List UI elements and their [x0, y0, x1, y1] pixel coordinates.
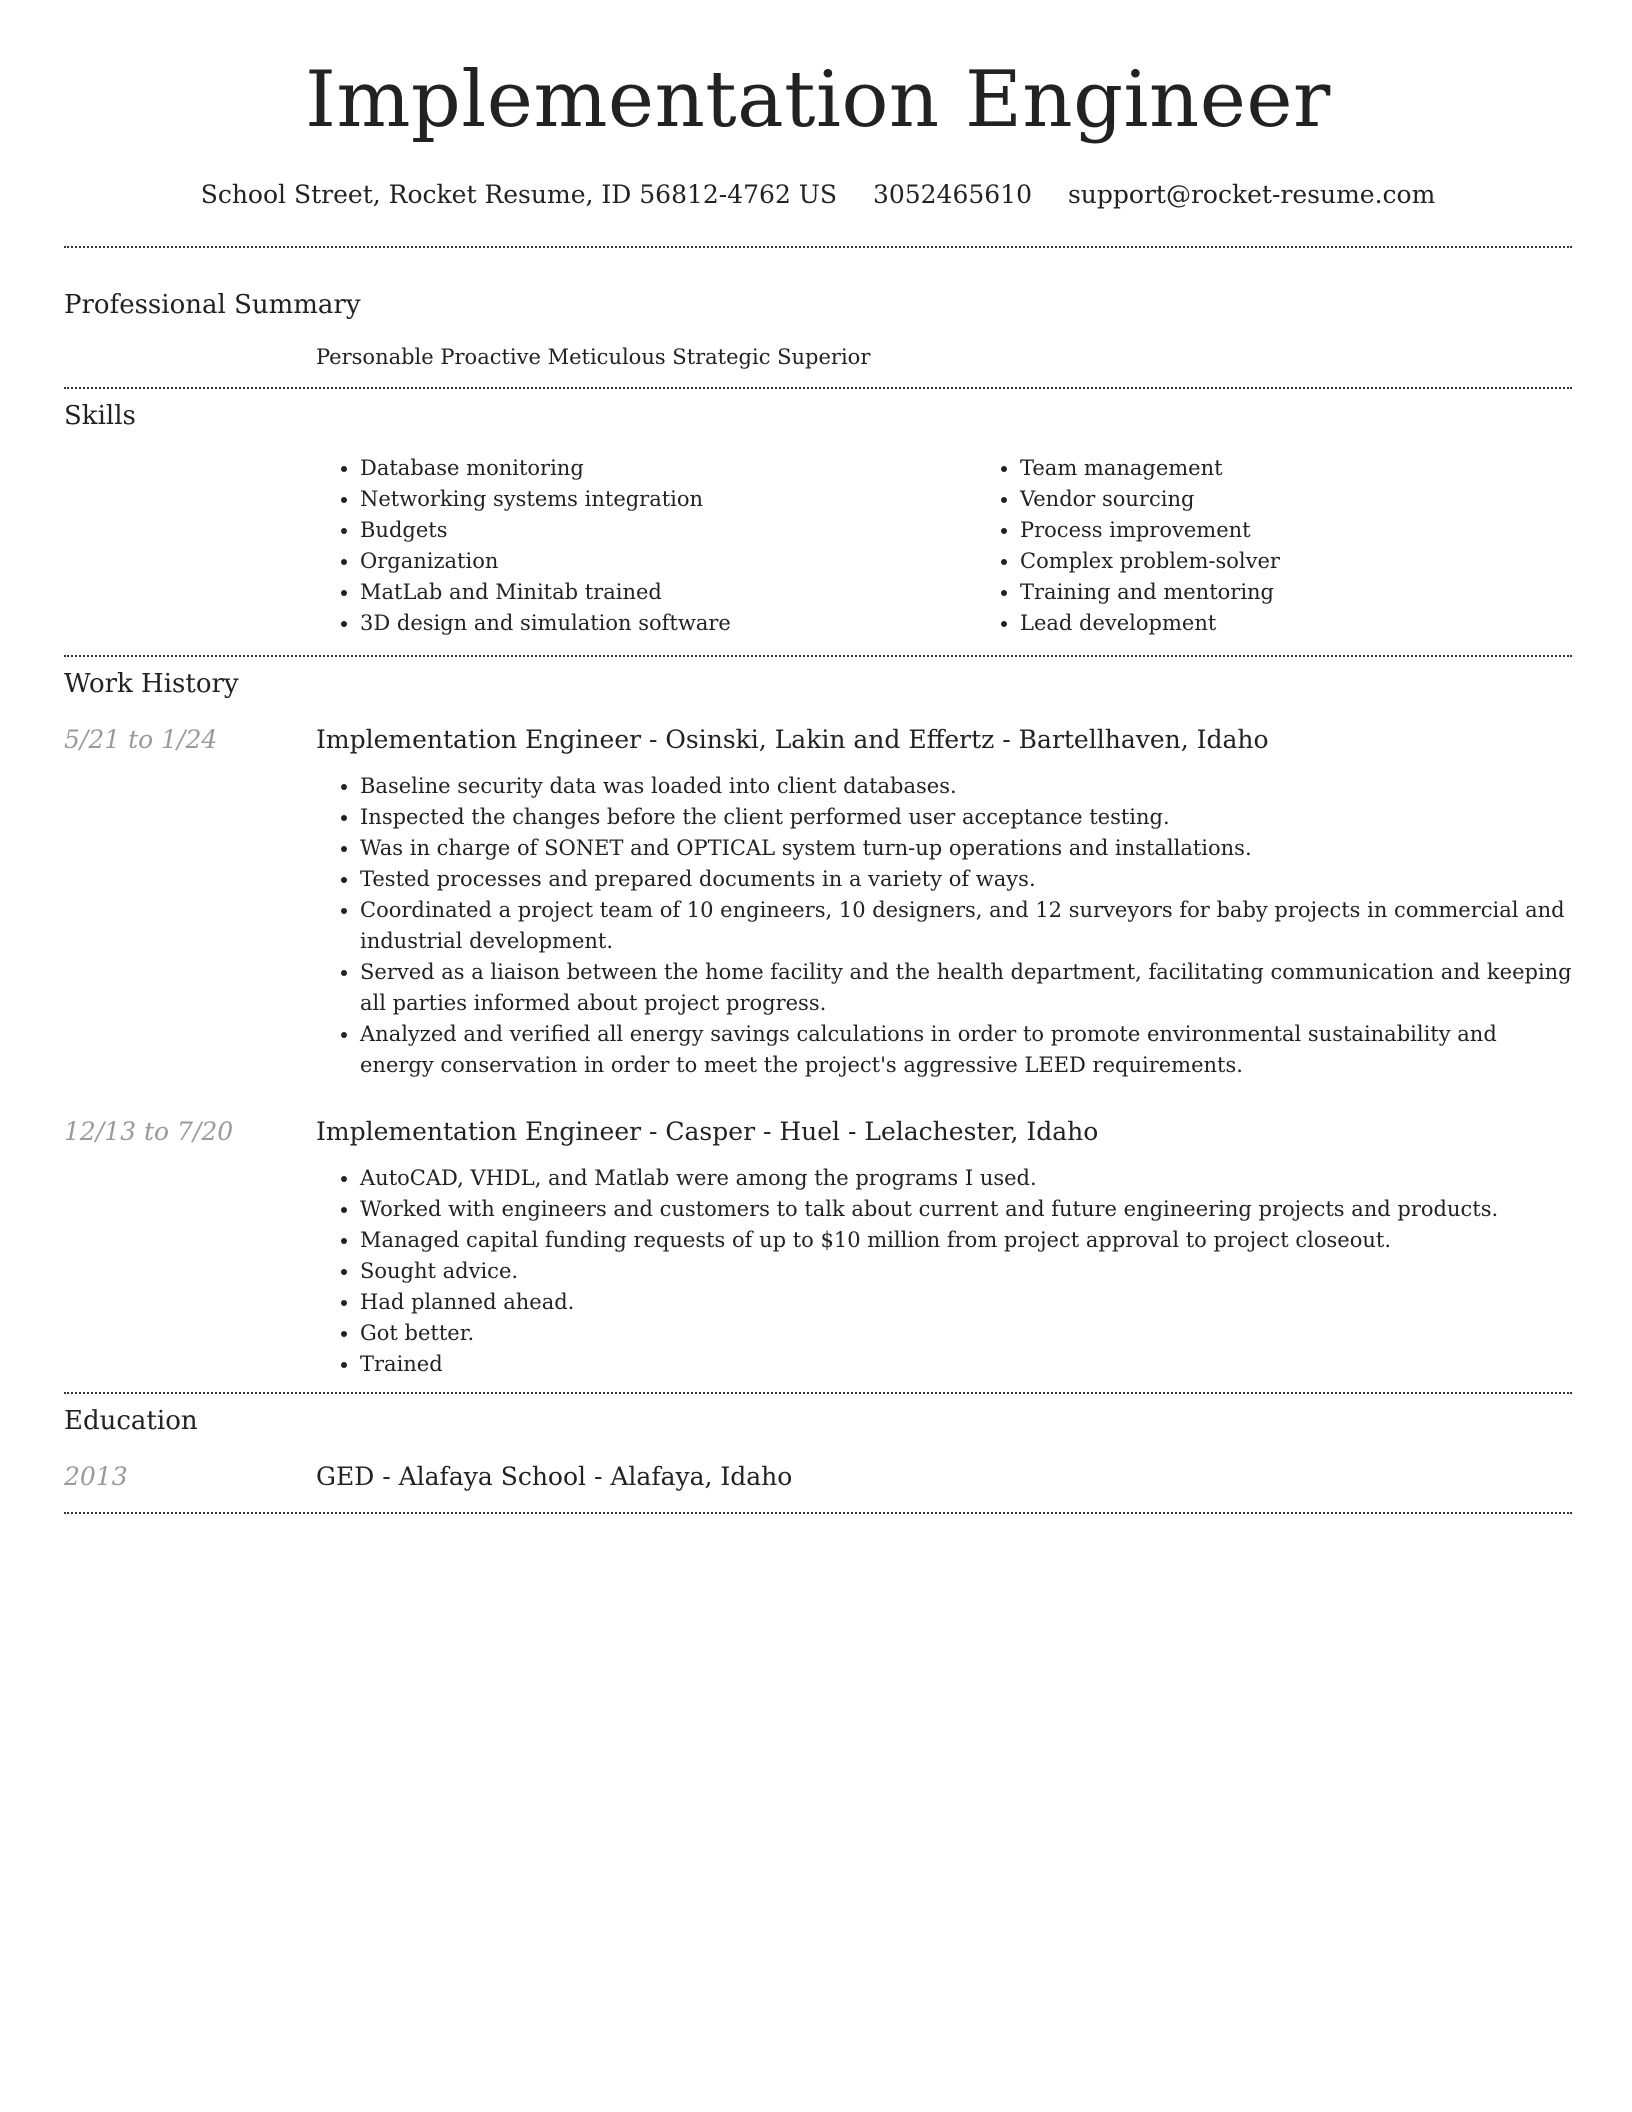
skill-item: • Lead development: [1020, 608, 1632, 639]
skills-list-right: [976, 453, 1632, 639]
summary-row: [64, 342, 1572, 373]
skill-item: • Complex problem-solver: [1020, 546, 1632, 577]
divider: [64, 1512, 1572, 1514]
job-bullet: • Coordinated a project team of 10 engineers, 10 designers, and 12 surveyors for baby projects in commercial and industrial development.: [360, 895, 1572, 957]
skills-row: [64, 453, 1572, 639]
job-bullet: • Baseline security data was loaded into client databases.: [360, 771, 1572, 802]
skill-item: • 3D design and simulation software: [360, 608, 976, 639]
skill-item: • Networking systems integration: [360, 484, 976, 515]
divider: [64, 1392, 1572, 1394]
job-dates: 12/13 to 7/20: [64, 1117, 234, 1146]
job-bullet: • Inspected the changes before the client performed user acceptance testing.: [360, 802, 1572, 833]
job-bullet: • Had planned ahead.: [360, 1287, 1572, 1318]
skill-item: • Process improvement: [1020, 515, 1632, 546]
skill-item: • Budgets: [360, 515, 976, 546]
work-heading: Work History: [64, 669, 239, 699]
job-bullet: • Managed capital funding requests of up to $10 million from project approval to project closeout.: [360, 1225, 1572, 1256]
job-bullets: [316, 771, 1572, 1081]
divider: [64, 387, 1572, 389]
divider: [64, 246, 1572, 248]
education-title: GED - Alafaya School - Alafaya, Idaho: [316, 1462, 793, 1491]
job-bullet: • Was in charge of SONET and OPTICAL system turn-up operations and installations.: [360, 833, 1572, 864]
skills-list-left: [316, 453, 976, 639]
job-dates: 5/21 to 1/24: [64, 725, 218, 754]
contact-email: support@rocket-resume.com: [1067, 180, 1436, 209]
job-bullet: • Tested processes and prepared documents in a variety of ways.: [360, 864, 1572, 895]
skill-item: • Team management: [1020, 453, 1632, 484]
skill-item: • MatLab and Minitab trained: [360, 577, 976, 608]
education-heading: Education: [64, 1406, 198, 1436]
contact-line: [64, 178, 1572, 212]
job-bullet: • AutoCAD, VHDL, and Matlab were among the programs I used.: [360, 1163, 1572, 1194]
contact-phone: 3052465610: [872, 180, 1033, 209]
job-entry: [64, 1115, 1572, 1380]
summary-heading: Professional Summary: [64, 290, 361, 320]
resume-page: [64, 0, 1572, 1514]
skill-item: • Training and mentoring: [1020, 577, 1632, 608]
education-date: 2013: [64, 1462, 128, 1491]
job-bullet: • Analyzed and verified all energy savings calculations in order to promote environmental sustainability and energy conservation in order to meet the project's aggressive LEED requirements.: [360, 1019, 1572, 1081]
job-title: Implementation Engineer - Casper - Huel - Lelachester, Idaho: [316, 1117, 1099, 1146]
contact-address: School Street, Rocket Resume, ID 56812-4762 US: [200, 180, 837, 209]
job-bullets: [316, 1163, 1572, 1380]
skill-item: • Organization: [360, 546, 976, 577]
job-bullet: • Worked with engineers and customers to talk about current and future engineering projects and products.: [360, 1194, 1572, 1225]
resume-name: Implementation Engineer: [305, 55, 1331, 145]
education-entry: [64, 1460, 1572, 1494]
skills-grid: [316, 453, 1632, 639]
divider: [64, 655, 1572, 657]
job-bullet: • Got better.: [360, 1318, 1572, 1349]
job-entry: [64, 723, 1572, 1081]
job-bullet: • Served as a liaison between the home facility and the health department, facilitating communication and keeping all parties informed about project progress.: [360, 957, 1572, 1019]
skill-item: • Database monitoring: [360, 453, 976, 484]
skills-heading: Skills: [64, 401, 136, 431]
summary-text: Personable Proactive Meticulous Strategic Superior: [316, 345, 871, 369]
skill-item: • Vendor sourcing: [1020, 484, 1632, 515]
job-title: Implementation Engineer - Osinski, Lakin and Effertz - Bartellhaven, Idaho: [316, 725, 1269, 754]
job-bullet: • Sought advice.: [360, 1256, 1572, 1287]
job-bullet: • Trained: [360, 1349, 1572, 1380]
